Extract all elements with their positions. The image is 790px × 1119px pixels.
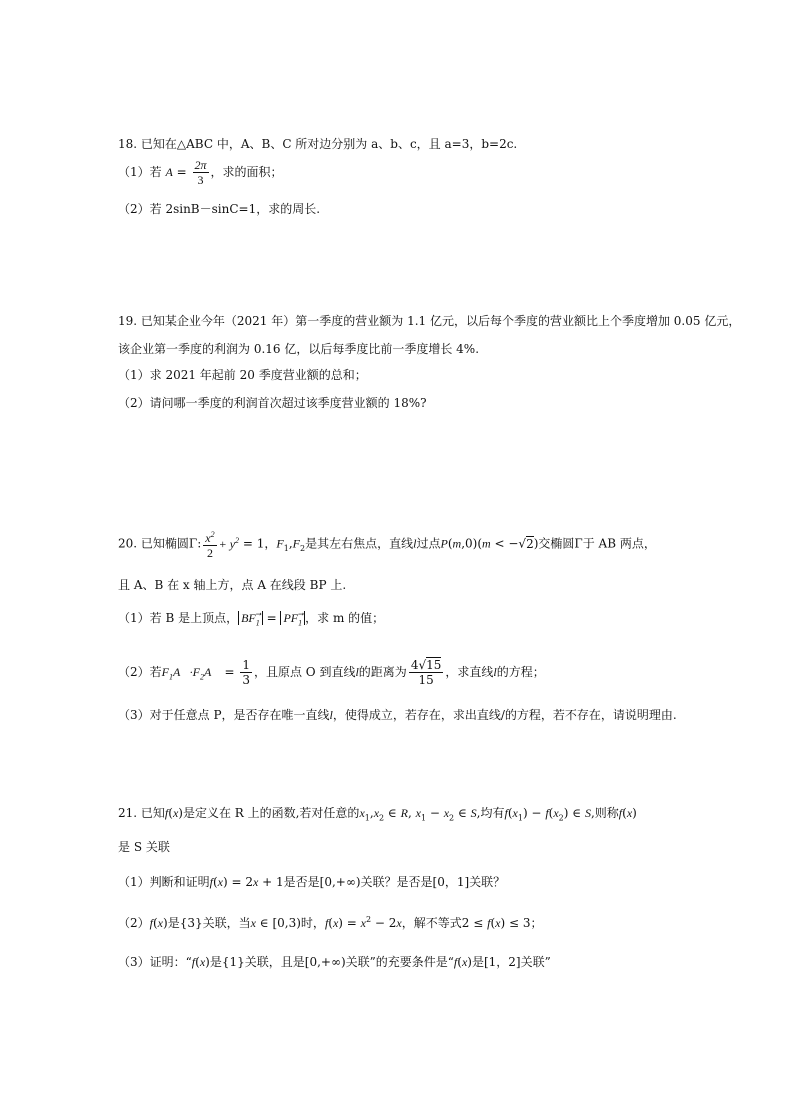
q18-stem: 18. 已知在△ABC 中，A、B、C 所对边分别为 a、b、c，且 a=3，b=2c. [118,137,518,151]
q21-part1: （1）判断和证明f(x) = 2x + 1是否是[0,+∞)关联？是否是[0，1]关联？ [118,875,506,889]
q20-stem-line2: 且 A、B 在 x 轴上方，点 A 在线段 BP 上. [118,578,347,592]
q18-part1-suffix: ，求的面积； [210,165,283,179]
q20-part2-end: 的方程； [496,665,545,679]
q20-part3-prefix: （3）对于任意点 P，是否存在唯一直线 [118,708,330,722]
q21-part2-prefix: （2） [118,916,150,930]
q21-part2-mid2: 关联，当 [202,916,251,930]
q21-stem: 21. 已知f(x)是定义在 R 上的函数,若对任意的$x_1,x_2$ ∈ R, $x_1 - x_2$ ∈ S,均有$f(x_1) - f(x_2)$ ∈ S,则称f(x) [118,806,637,823]
q20-part2-mid: ，且原点 O 到直线 [253,665,356,679]
q20-part2-prefix: （2）若 [118,665,162,679]
q21-part3-mid2: 关联，且是 [244,955,305,969]
q21-stem-mid2: ,均有 [476,806,505,820]
q18-part2: （2）若 2sinB－sinC=1，求的周长. [118,202,321,216]
q20-ellipse-fraction: $\frac{x^2}{2}$ [205,530,215,560]
q19-part2: （2）请问哪一季度的利润首次超过该季度营业额的 18%? [118,396,427,410]
q21-part2-mid4: ，解不等式 [401,916,462,930]
q20-stem-mid3: 过点 [416,536,441,551]
q20-fraction-4sqrt15-15: $\frac{4√15}{15}$ [410,658,442,687]
q21-part3-mid3: 关联”的充要条件是“ [345,955,454,969]
q20-stem-prefix: 20. 已知椭圆Γ: [118,536,202,551]
q21-part2-mid1: 是 [167,916,180,930]
q20-stem-mid1: ， [264,536,277,551]
q21-stem-prefix: 21. 已知 [118,806,165,820]
q18-part1-prefix: （1）若 [118,165,162,179]
q21-part2: （2）f(x)是{3}关联，当x ∈ [0,3)时，$f(x) = x^2 - 2x$，解不等式2 ≤ f(x) ≤ 3； [118,915,543,930]
q19-part1: （1）求 2021 年起前 20 季度营业额的总和； [118,368,367,382]
q21-stem-mid3: ,则称 [590,806,619,820]
q21-part3: （3）证明：“f(x)是{1}关联，且是[0,+∞)关联”的充要条件是“f(x)是[1，2]关联” [118,955,551,969]
q20-part1-suffix: ，求 m 的值； [305,611,385,625]
q20-fraction-1-3: $\frac{1}{3}$ [242,658,250,687]
q18-fraction-2pi-3: $\frac{2\pi}{3}$ [194,158,207,187]
q21-part2-mid3: 时， [300,916,325,930]
q18-part1-formula: A [165,165,173,179]
q21-part3-prefix: （3）证明：“ [118,955,192,969]
q20-part2-mid2: 的距离为 [358,665,407,679]
q20-part2: （2）若$F_1A⃗\cdot F_2A⃗$ = $\frac{1}{3}$ ，且原点 O 到直线l的距离为 $\frac{4√15}{15}$ ，求直线l的方程； [118,658,545,687]
q21-part1-suffix: 关联？是否是[0，1]关联？ [360,875,506,889]
q20-part2-suffix: ，求直线 [445,665,494,679]
q20-stem-mid2: 是其左右焦点，直线 [305,536,414,551]
q21-part3-mid1: 是 [209,955,222,969]
q21-part1-mid: 是否是 [283,875,320,889]
q21-part3-mid4: 是[1，2]关联” [471,955,551,969]
q20-part1: （1）若 B 是上顶点， $BF_1 = PF_1$ ，求 m 的值； [118,611,385,628]
q18-part1: （1）若 A = $\frac{2\pi}{3}$ ，求的面积； [118,158,283,187]
q20-vector-bf1: $BF_1$ [238,611,263,625]
q20-stem: 20. 已知椭圆Γ: $\frac{x^2}{2}$ + $y^2 = 1$，$F_1,F_2$是其左右焦点，直线l过点P(m,0)(m < −√2)交椭圆Γ于 AB 两点， [118,530,656,560]
q20-vector-pf1: $PF_1$ [280,611,305,625]
q20-dot-product: $F_1A⃗\cdot F_2A⃗$ [161,665,221,682]
q20-part3: （3）对于任意点 P，是否存在唯一直线l，使得成立，若存在，求出直线/的方程，若不存在，请说明理由. [118,708,677,722]
q20-part1-prefix: （1）若 B 是上顶点， [118,611,239,625]
q19-stem: 19. 已知某企业今年（2021 年）第一季度的营业额为 1.1 亿元，以后每个季度的营业额比上个季度增加 0.05 亿元，该企业第一季度的利润为 0.16 亿，以后每季度比前一季度增长 4%. [118,314,741,356]
q21-stem-line2: 是 S 关联 [118,840,170,854]
q20-stem-suffix: 交椭圆Γ于 AB 两点， [538,536,656,551]
q20-part3-suffix: ，使得成立，若存在，求出直线/的方程，若不存在，请说明理由. [332,708,677,722]
q21-part1-prefix: （1）判断和证明 [118,875,210,889]
q21-stem-mid1: 是定义在 R 上的函数,若对任意的 [182,806,360,820]
q21-part2-end: ； [530,916,543,930]
